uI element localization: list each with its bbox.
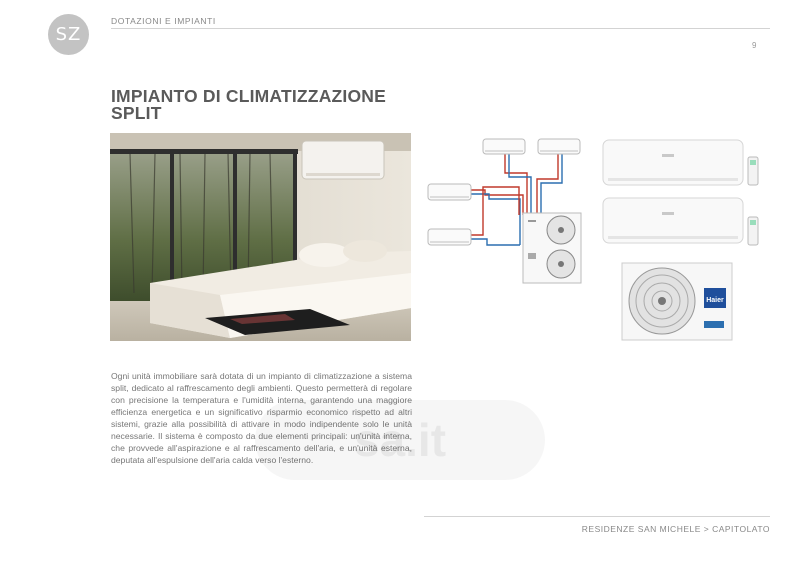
footer-divider <box>424 516 770 517</box>
air-conditioner-units <box>600 135 770 345</box>
logo-text: SZ <box>55 24 82 45</box>
section-label: DOTAZIONI E IMPIANTI <box>111 16 216 26</box>
indoor-unit-1 <box>483 139 525 154</box>
multisplit-diagram <box>425 135 590 295</box>
page-title <box>111 88 431 122</box>
product-images <box>600 135 770 345</box>
page-number: 9 <box>752 41 757 50</box>
multisplit-schematic <box>425 135 590 295</box>
brand-logo <box>48 14 89 55</box>
living-room-illustration <box>110 133 411 341</box>
page-title-line2: SPLIT <box>111 103 162 123</box>
page-title-line1: IMPIANTO DI CLIMATIZZAZIONE <box>111 86 387 106</box>
haier-logo: Haier <box>706 297 724 304</box>
description-paragraph: Ogni unità immobiliare sarà dotata di un impianto di climatizzazione a sistema split, dedicato al raffrescamento degli ambienti. Questo permetterà di regolare con precisione la temperatura e l'umidità interna, garantendo una maggiore efficienza energetica e un significativo risparmio economico rispetto ad altri sistemi, grazie alla possibilità di attivare in modo indipendente solo le unità necessarie. Il sistema è composto da due elementi principali: un'unità interna, che provvede all'aspirazione e al raffrescamento dell'aria, e un'unità esterna, deputata all'espulsione dell'aria calda verso l'esterno. <box>111 371 412 465</box>
living-room-photo <box>110 133 411 341</box>
footer-text: RESIDENZE SAN MICHELE > CAPITOLATO <box>581 524 770 534</box>
header-divider <box>111 28 770 29</box>
watermark: sa.it <box>255 400 545 480</box>
